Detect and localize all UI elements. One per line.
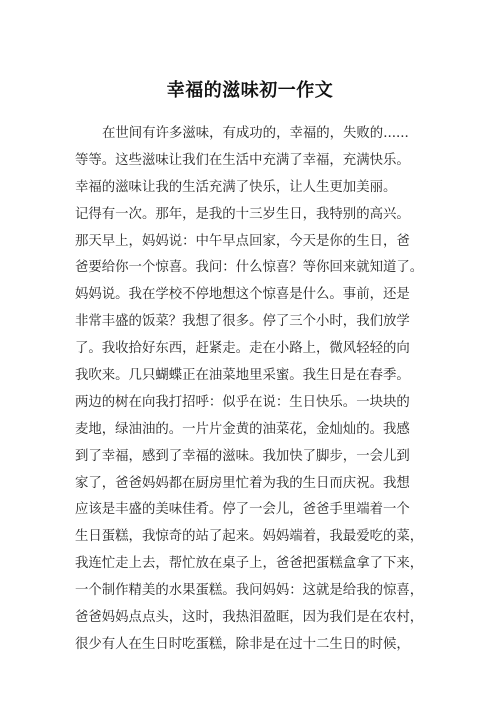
text-line: 我连忙走上去，帮忙放在桌子上，爸爸把蛋糕盒拿了下来， xyxy=(75,556,424,572)
text-line: 一个制作精美的水果蛋糕。我问妈妈：这就是给我的惊喜， xyxy=(75,583,424,599)
text-line: 麦地，绿油油的。一片片金黄的油菜花，金灿灿的。我感 xyxy=(75,421,410,437)
document-title: 幸福的滋味初一作文 xyxy=(166,80,334,101)
text-line: 在世间有许多滋味，有成功的，幸福的，失败的...... xyxy=(102,126,409,141)
text-line: 等等。这些滋味让我们在生活中充满了幸福，充满快乐。 xyxy=(75,152,410,168)
text-line: 很少有人在生日时吃蛋糕，除非是在过十二生日的时候， xyxy=(75,636,410,652)
text-line: 应该是丰盛的美味佳肴。停了一会儿，爸爸手里端着一个 xyxy=(75,502,410,518)
text-line: 家了，爸爸妈妈都在厨房里忙着为我的生日而庆祝。我想 xyxy=(75,475,410,491)
text-line: 爸要给你一个惊喜。我问：什么惊喜？等你回来就知道了。 xyxy=(75,260,424,276)
text-line: 了。我收拾好东西，赶紧走。走在小路上，微风轻轻的向 xyxy=(75,341,410,357)
text-line: 记得有一次。那年，是我的十三岁生日，我特别的高兴。 xyxy=(75,206,410,222)
text-line: 妈妈说。我在学校不停地想这个惊喜是什么。事前，还是 xyxy=(75,287,410,303)
text-line: 幸福的滋味让我的生活充满了快乐，让人生更加美丽。 xyxy=(75,179,397,195)
document-body xyxy=(75,121,435,659)
text-line: 那天早上，妈妈说：中午早点回家，今天是你的生日，爸 xyxy=(75,233,410,249)
text-line: 两边的树在向我打招呼：似乎在说：生日快乐。一块块的 xyxy=(75,394,410,410)
text-line: 非常丰盛的饭菜？我想了很多。停了三个小时，我们放学 xyxy=(75,314,410,330)
text-line: 生日蛋糕，我惊奇的站了起来。妈妈端着，我最爱吃的菜， xyxy=(75,529,424,545)
text-line: 爸爸妈妈点点头，这时，我热泪盈眶，因为我们是在农村， xyxy=(75,610,424,626)
text-line: 我吹来。几只蝴蝶正在油菜地里采蜜。我生日是在春季。 xyxy=(75,368,410,384)
text-line: 到了幸福，感到了幸福的滋味。我加快了脚步，一会儿到 xyxy=(75,448,410,464)
